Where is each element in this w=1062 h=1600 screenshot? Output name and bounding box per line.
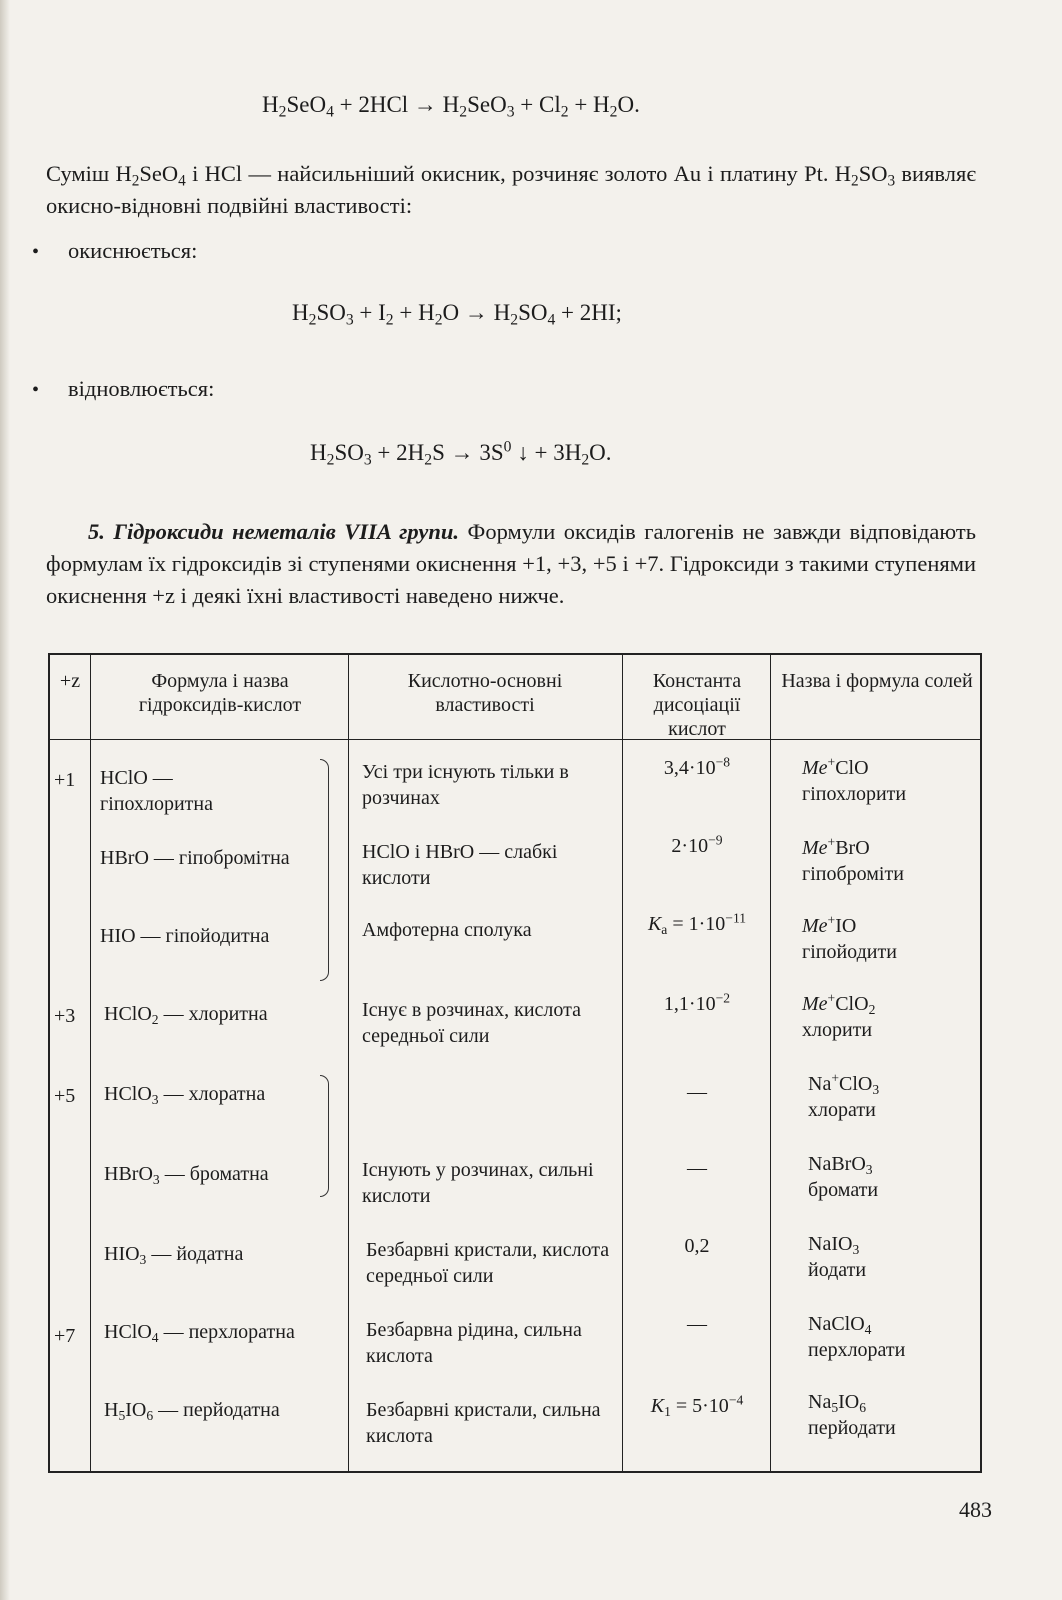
- equation-2: $H_2SO_3 + I_2 + H_2O \to H_2SO_4 + 2HI$;: [292, 300, 622, 329]
- bullet-reduces: [32, 376, 214, 402]
- table-row-salt: NaIO$_3$ йодати: [808, 1233, 867, 1281]
- table-row-constant: $3,4\cdot 10^{-8}$: [663, 754, 731, 779]
- header-divider: [50, 739, 980, 740]
- table-row-formula: HBrO — гіпобромітна: [100, 847, 290, 869]
- table-row-formula: HClO$_2$ — хлоритна: [104, 1003, 268, 1027]
- bullet-dot: •: [32, 379, 40, 401]
- table-row-constant: $1,1\cdot 10^{-2}$: [663, 990, 731, 1015]
- bullet-oxidizes: [32, 238, 197, 264]
- table-row-constant: $K_a = 1\cdot 10^{-11}$: [647, 910, 747, 937]
- section-text: Формули оксидів галогенів не завжди відповідають формулам їх гідроксидів зі ступенями окиснення +1, +3, +5 і +7. Гідроксиди з такими ступенями окиснення +z і деякі їхні властивості наведено нижче.: [46, 519, 977, 608]
- table-row-properties: Існують у розчинах, сильні кислоти: [362, 1159, 594, 1207]
- table-row-constant: —: [687, 1081, 707, 1103]
- header-constant: Константа дисоціації кислот: [652, 670, 742, 740]
- table-row-constant: 0,2: [684, 1235, 710, 1257]
- table-row-properties: Безбарвна рідина, сильна кислота: [366, 1319, 582, 1367]
- bullet-dot: •: [32, 241, 40, 263]
- table-row-salt: Me+ClO гіпохлорити: [802, 754, 907, 805]
- table-row-salt: $Na_5IO_6$ перйодати: [808, 1391, 896, 1439]
- page-spine-shadow: [0, 0, 10, 1600]
- col-divider: [348, 655, 349, 1471]
- z-plus-3: +3: [54, 1005, 76, 1027]
- table-row-properties: HClO і HBrO — слабкі кислоти: [362, 841, 558, 889]
- table-row-constant: —: [687, 1157, 707, 1179]
- header-properties: Кислотно-основні властивості: [407, 670, 563, 716]
- col-divider: [622, 655, 623, 1471]
- table-row-formula: HClO$_3$ — хлоратна: [104, 1083, 266, 1107]
- section-heading: 5. Гідроксиди неметалів VIIA групи.: [88, 519, 460, 544]
- bullet-label: окиснюється:: [68, 238, 198, 263]
- table-row-salt: NaBrO$_3$ бромати: [808, 1153, 879, 1201]
- hydroxides-table: [48, 653, 982, 1473]
- table-row-properties: Існує в розчинах, кислота середньої сили: [362, 999, 581, 1047]
- table-row-properties: Безбарвні кристали, кислота середньої сили: [366, 1239, 610, 1287]
- table-row-constant: —: [687, 1313, 707, 1335]
- header-salts: Назва і формула солей: [781, 670, 973, 692]
- table-row-salt: Me+ClO$_2$ хлорити: [802, 990, 876, 1041]
- table-row-formula: HBrO$_3$ — броматна: [104, 1163, 269, 1187]
- z-plus-7: +7: [54, 1325, 76, 1347]
- table-row-formula: HIO — гіпойодитна: [100, 925, 270, 947]
- table-row-formula: HClO — гіпохлоритна: [100, 767, 213, 815]
- col-divider: [90, 655, 91, 1471]
- table-row-properties: Безбарвні кристали, сильна кислота: [366, 1399, 601, 1447]
- bullet-label: відновлюється:: [68, 376, 215, 401]
- paragraph-1: Суміш $H_2SeO_4$ і HCl — найсильніший окисник, розчиняє золото Au і платину Pt. $H_2SO_3$ виявляє окисно-відновні подвійні властивості:: [46, 161, 976, 218]
- table-row-salt: NaClO$_4$ перхлорати: [808, 1313, 906, 1361]
- section-paragraph: [46, 516, 976, 612]
- equation-3: $H_2SO_3 + 2H_2S \to 3S^0$ ↓ + $3H_2O$.: [310, 438, 612, 469]
- table-row-formula: $H_5IO_6$ — перйодатна: [104, 1399, 280, 1423]
- group-brace: [320, 1075, 329, 1197]
- table-row-constant: $2\cdot 10^{-9}$: [671, 832, 723, 857]
- z-plus-1: +1: [54, 769, 76, 791]
- table-row-salt: Me+BrO гіпоброміти: [802, 834, 904, 885]
- header-z: +z: [59, 670, 81, 692]
- table-row-constant: $K_1 = 5\cdot 10^{-4}$: [650, 1392, 744, 1419]
- table-row-formula: HClO$_4$ — перхлоратна: [104, 1321, 295, 1345]
- group-brace: [320, 759, 329, 981]
- table-row-properties: Усі три існують тільки в розчинах: [362, 761, 569, 809]
- table-row-salt: Na+ClO$_3$ хлорати: [808, 1070, 880, 1121]
- table-row-salt: Me+IO гіпойодити: [802, 912, 897, 963]
- table-row-properties: Амфотерна сполука: [362, 919, 532, 941]
- z-plus-5: +5: [54, 1085, 76, 1107]
- header-formula: Формула і назва гідроксидів-кислот: [138, 670, 302, 716]
- equation-1: $H_2SeO_4 + 2HCl \to H_2SeO_3 + Cl_2 + H_2O$.: [262, 92, 640, 121]
- page-number: 483: [959, 1497, 992, 1522]
- col-divider: [770, 655, 771, 1471]
- table-row-formula: $HIO_3$ — йодатна: [104, 1243, 244, 1267]
